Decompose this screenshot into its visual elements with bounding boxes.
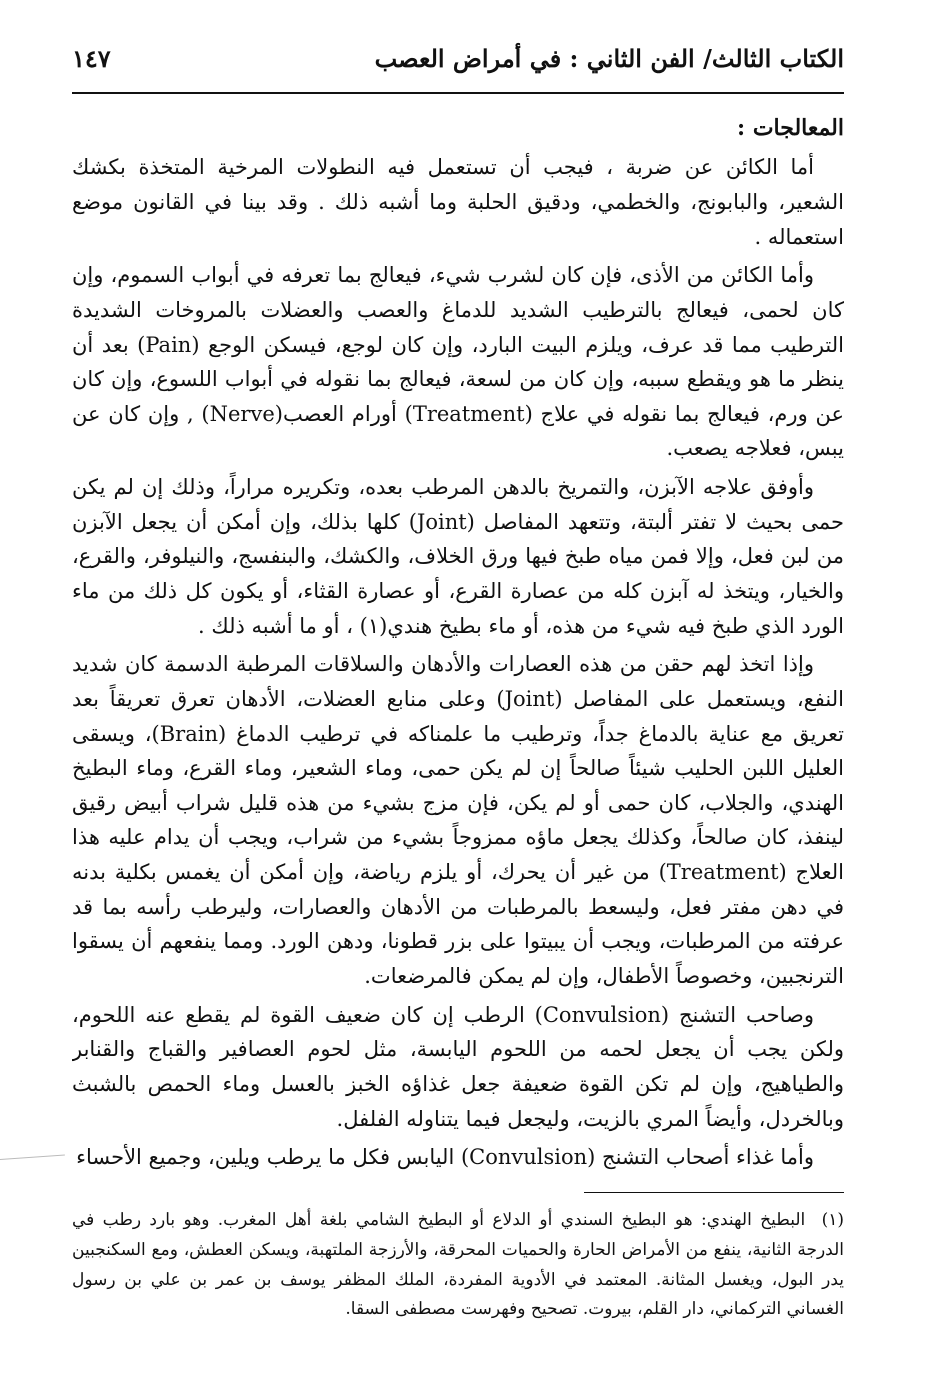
running-header	[72, 38, 844, 78]
footnote-divider	[584, 1192, 844, 1193]
margin-pencil-mark	[0, 1154, 65, 1160]
paragraph-1: أما الكائن عن ضربة ، فيجب أن تستعمل فيه النطولات المرخية المتخذة بكشك الشعير، والبابونج، والخطمي، ودقيق الحلبة وما أشبه ذلك . وقد بينا في القانون موضع استعماله .	[72, 155, 844, 249]
paragraph-2: وأما الكائن من الأذى، فإن كان لشرب شيء، فيعالج بما تعرفه في أبواب السموم، وإن كان لحمى، فيعالج بالترطيب الشديد للدماغ والعصب والعضلات بالمروخات الشديدة الترطيب مما قد عرف، ويلزم البيت البارد، وإن كان لوجع، فيسكن الوجع (Pain) بعد أن ينظر ما هو ويقطع سببه، وإن كان من لسعة، فيعالج بما نقوله في أبواب اللسوع، وإن كان عن ورم، فيعالج بما نقوله في علاج (Treatment) أورام العصب(Nerve) , وإن كان عن يبس، فعلاجه يصعب.	[72, 263, 844, 461]
paragraph-6: وأما غذاء أصحاب التشنج (Convulsion) اليابس فكل ما يرطب ويلين، وجميع الأحساء	[76, 1145, 814, 1170]
header-divider	[72, 92, 844, 94]
footnote-marker: (١)	[821, 1210, 844, 1230]
paragraph-3: وأوفق علاجه الآبزن، والتمريخ بالدهن المرطب بعده، وتكريره مراراً، وذلك إن لم يكن حمى بحيث لا تفتر ألبتة، وتتعهد المفاصل (Joint) كلها بذلك، وإن أمكن أن يجعل الآبزن من لبن فعل، وإلا فمن مياه طبخ فيها ورق الخلاف، والكشك، والبنفسج، والنيلوفر، والقرع، والخيار، ويتخذ له آبزن كله من عصارة القرع، أو عصارة القثاء، أو يكون كل ذلك من ماء الورد الذي طبخ فيه شيء من هذه، أو ماء بطيخ هندي(١) ، أو ما أشبه ذلك .	[72, 475, 844, 638]
main-text	[72, 110, 844, 1180]
paragraph-4: وإذا اتخذ لهم حقن من هذه العصارات والأدهان والسلاقات المرطبة الدسمة كان شديد النفع، ويستعمل على المفاصل (Joint) وعلى منابع العضلات، الأدهان تعرق تعريقاً بعد تعريق مع عناية بالدماغ جداً، وترطيب ما علمناكه في ترطيب الدماغ (Brain)، ويسقى العليل اللبن الحليب شيئاً صالحاً إن لم يكن حمى، وماء الشعير، وماء القرع، وماء البطيخ الهندي، والجلاب، كان حمى أو لم يكن، فإن مزج بشيء من هذه قليل شراب أبيض رقيق لينفذ، كان صالحاً، وكذلك يجعل ماؤه ممزوجاً بشيء من شراب، ويجب أن يدام عليه هذا العلاج (Treatment) من غير أن يحرك، أو يلزم رياضة، وإن أمكن أن يغمس بكلية بدنه في دهن مفتر فعل، وليسعط بالمرطبات من الأدهان والعصارات، وليرطب رأسه بما قد عرفته من المرطبات، ويجب أن يبيتوا على بزر قطونا، ودهن الورد. ومما ينفعهم أن يسقوا الترنجبين، وخصوصاً الأطفال، وإن لم يمكن فالمرضعات.	[72, 652, 844, 989]
section-heading: المعالجات :	[737, 115, 844, 141]
footnote-text: البطيخ الهندي: هو البطيخ السندي أو الدلاع أو البطيخ الشامي بلغة أهل المغرب. وهو بارد رطب في الدرجة الثانية، ينفع من الأمراض الحارة والحميات المحرقة، والأرزجة الملتهبة، ويسكن العطش، ومع السكنجبين يدر البول، ويغسل المثانة. المعتمد في الأدوية المفردة، الملك المظفر يوسف بن عمر بن علي بن رسول الغساني التركماني، دار القلم، بيروت. تصحيح وفهرست مصطفى السقا.	[72, 1210, 844, 1320]
footnote	[72, 1206, 844, 1356]
paragraph-5: وصاحب التشنج (Convulsion) الرطب إن كان ضعيف القوة لم يقطع عنه اللحوم، ولكن يجب أن يجعل لحمه من اللحوم اليابسة، مثل لحوم العصافير والقباج والقنابر والطياهيج، وإن لم تكن القوة ضعيفة جعل غذاؤه الخبز بالعسل وماء الحمص بالشبث وبالخردل، وأيضاً المري بالزيت، وليجعل فيما يتناوله الفلفل.	[72, 1002, 844, 1131]
running-header-title: الكتاب الثالث/ الفن الثاني : في أمراض العصب	[374, 43, 844, 73]
page-number: ١٤٧	[72, 43, 111, 73]
